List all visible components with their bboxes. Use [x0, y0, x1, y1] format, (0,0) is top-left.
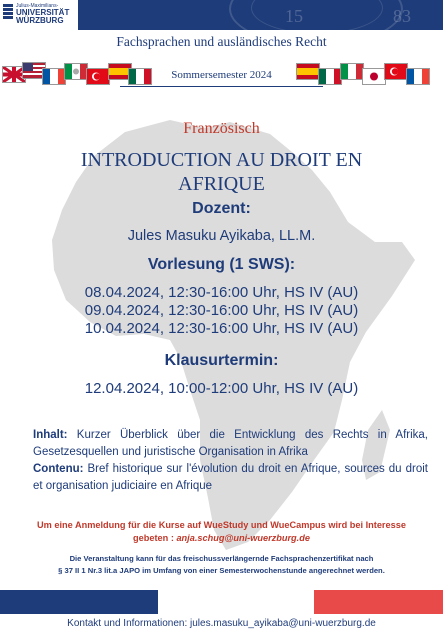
content-fr	[33, 461, 428, 495]
note-line: § 37 II 1 Nr.3 lit.a JAPO im Umfang von einer Semesterwochenstunde angerechnet werden.	[58, 566, 385, 575]
note-line: Die Veranstaltung kann für das freischussverlängernde Fachsprachenzertifikat nach	[69, 554, 374, 563]
contenu-label: Contenu:	[33, 463, 84, 475]
logo-text-line: UNIVERSITÄT	[16, 8, 70, 17]
inhalt-text: Kurzer Überblick über die Entwicklung des Rechts in Afrika, Gesetzesquellen und juristische Organisation in Afrika	[33, 429, 428, 458]
seal-number-decoration: 83	[393, 6, 411, 26]
footer-bar-red	[314, 590, 443, 614]
course-content	[33, 427, 428, 495]
registration-email-link[interactable]: anja.schug@uni-wuerzburg.de	[176, 533, 310, 543]
lecturer-name: Jules Masuku Ayikaba, LL.M.	[127, 228, 316, 244]
course-title	[40, 148, 403, 196]
lecture-date: 09.04.2024, 12:30-16:00 Uhr, HS IV (AU)	[84, 302, 359, 319]
university-logo	[0, 0, 78, 30]
logo-text-small: Julius-Maximilians-	[16, 3, 59, 9]
exam-date: 12.04.2024, 10:00-12:00 Uhr, HS IV (AU)	[84, 380, 359, 397]
logo-text-line: WÜRZBURG	[16, 16, 64, 25]
course-title-line: INTRODUCTION AU DROIT EN	[80, 149, 363, 171]
content-de	[33, 427, 428, 461]
notice-line: Um eine Anmeldung für die Kurse auf WueStudy und WueCampus wird bei Interesse	[37, 520, 406, 530]
logo-mark-icon	[3, 4, 13, 24]
registration-notice	[0, 519, 443, 545]
contenu-text: Bref historique sur l'évolution du droit en Afrique, sources du droit et organisation judiciaire en Afrique	[33, 463, 428, 492]
header-band	[0, 0, 443, 30]
semester-label: Sommersemester 2024	[171, 69, 272, 81]
lecture-dates	[0, 284, 443, 338]
certificate-note	[0, 553, 443, 577]
notice-prefix: gebeten :	[133, 533, 177, 543]
lecture-date: 10.04.2024, 12:30-16:00 Uhr, HS IV (AU)	[84, 320, 359, 337]
course-language: Französisch	[183, 120, 260, 137]
contact-info: Kontakt und Informationen: jules.masuku_ayikaba@uni-wuerzburg.de	[67, 618, 376, 629]
exam-label: Klausurtermin:	[164, 352, 279, 369]
lecture-label: Vorlesung (1 SWS):	[147, 256, 296, 273]
lecturer-label: Dozent:	[192, 200, 251, 217]
seal-number-decoration: 15	[285, 6, 303, 26]
divider	[120, 86, 323, 87]
footer-bar-blue	[0, 590, 158, 614]
lecture-date: 08.04.2024, 12:30-16:00 Uhr, HS IV (AU)	[84, 284, 359, 301]
logo-text	[16, 9, 69, 25]
notice-line	[0, 532, 443, 545]
course-title-line: AFRIQUE	[178, 173, 265, 195]
header-subtitle: Fachsprachen und ausländisches Recht	[116, 34, 327, 49]
seal-decoration-inner	[251, 0, 383, 30]
inhalt-label: Inhalt:	[33, 429, 68, 441]
